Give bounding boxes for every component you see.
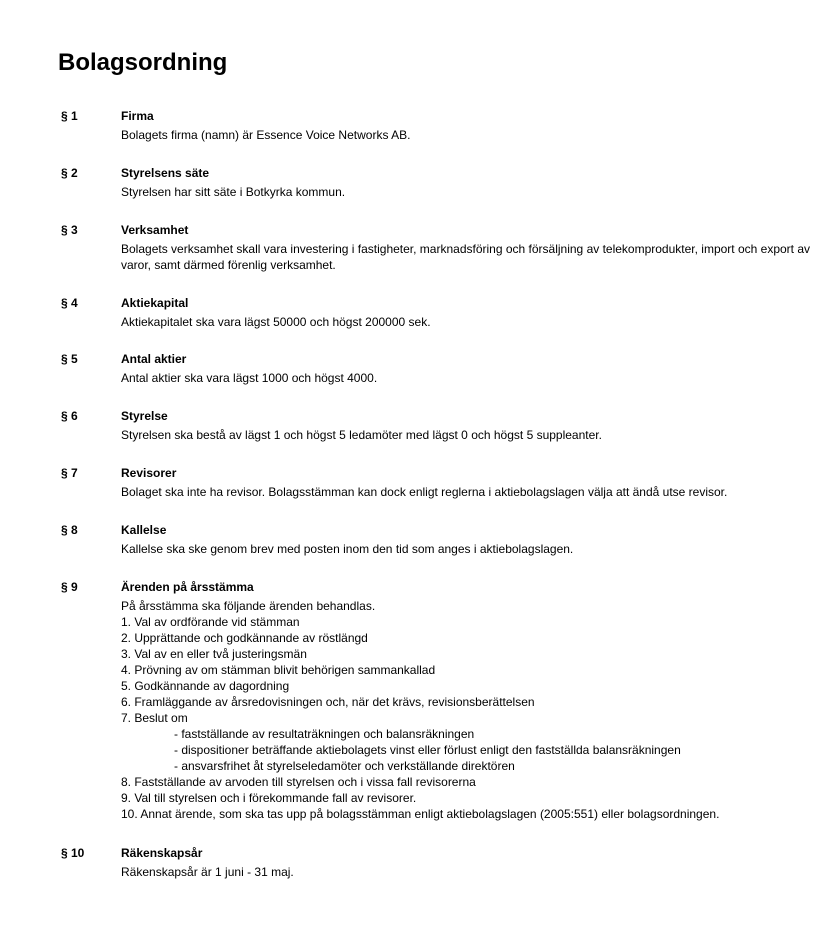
sub-list-item: - fastställande av resultaträkningen och balansräkningen: [174, 727, 475, 741]
sub-list-item: - dispositioner beträffande aktiebolagets vinst eller förlust enligt den fastställda balansräkningen: [174, 743, 681, 757]
section-text: Kallelse ska ske genom brev med posten inom den tid som anges i aktiebolagslagen.: [121, 542, 574, 556]
section-body: [121, 427, 813, 443]
section-body: [121, 484, 813, 500]
section-number: § 5: [61, 352, 78, 366]
list-item: 10. Annat ärende, som ska tas upp på bolagsstämman enligt aktiebolagslagen (2005:551) eller bolagsordningen.: [121, 807, 720, 821]
section-number: § 9: [61, 580, 78, 594]
section-heading: Räkenskapsår: [121, 846, 203, 860]
section-number: § 10: [61, 846, 85, 860]
section-heading: Verksamhet: [121, 223, 189, 237]
list-item: 4. Prövning av om stämman blivit behörigen sammankallad: [121, 663, 436, 677]
section-text: Bolagets verksamhet skall vara investering i fastigheter, marknadsföring och försäljning av telekomprodukter, import och export av varor, samt därmed förenlig verksamhet.: [121, 242, 811, 272]
section-heading: Antal aktier: [121, 352, 187, 366]
section-body: [121, 314, 813, 330]
section-number: § 3: [61, 223, 78, 237]
section-heading: Revisorer: [121, 466, 177, 480]
section-body: [121, 127, 813, 143]
section-text: Aktiekapitalet ska vara lägst 50000 och högst 200000 sek.: [121, 315, 431, 329]
section-heading: Styrelsens säte: [121, 166, 210, 180]
section-number: § 1: [61, 109, 78, 123]
section-number: § 2: [61, 166, 78, 180]
list-item: 6. Framläggande av årsredovisningen och, när det krävs, revisionsberättelsen: [121, 695, 535, 709]
section-text: Styrelsen har sitt säte i Botkyrka kommun.: [121, 185, 346, 199]
agenda-sublist: [121, 726, 813, 774]
list-item: 3. Val av en eller två justeringsmän: [121, 647, 307, 661]
section-body: [121, 541, 813, 557]
agenda-list: [121, 614, 813, 726]
list-item: 5. Godkännande av dagordning: [121, 679, 290, 693]
list-item: 9. Val till styrelsen och i förekommande fall av revisorer.: [121, 791, 417, 805]
section-heading: Styrelse: [121, 409, 168, 423]
list-item: 2. Upprättande och godkännande av röstlängd: [121, 631, 368, 645]
sub-list-item: - ansvarsfrihet åt styrelseledamöter och verkställande direktören: [174, 759, 515, 773]
section-number: § 6: [61, 409, 78, 423]
section-number: § 4: [61, 296, 78, 310]
section-heading: Aktiekapital: [121, 296, 189, 310]
section-heading: Kallelse: [121, 523, 167, 537]
section-text: Bolagets firma (namn) är Essence Voice Networks AB.: [121, 128, 411, 142]
section-text: Räkenskapsår är 1 juni - 31 maj.: [121, 865, 294, 879]
section-body: [121, 370, 813, 386]
section-heading: Ärenden på årsstämma: [121, 580, 254, 594]
agenda-list-continued: [121, 774, 813, 822]
section-text: Styrelsen ska bestå av lägst 1 och högst 5 ledamöter med lägst 0 och högst 5 suppleanter.: [121, 428, 602, 442]
document-title: Bolagsordning: [58, 49, 228, 76]
section-body: [121, 598, 813, 822]
section-body: [121, 241, 813, 273]
section-text: Antal aktier ska vara lägst 1000 och högst 4000.: [121, 371, 378, 385]
section-number: § 7: [61, 466, 78, 480]
list-item: 8. Fastställande av arvoden till styrelsen och i vissa fall revisorerna: [121, 775, 476, 789]
list-item: 7. Beslut om: [121, 711, 188, 725]
section-text: Bolaget ska inte ha revisor. Bolagsstämman kan dock enligt reglerna i aktiebolagslagen välja att ändå utse revisor.: [121, 485, 728, 499]
section-number: § 8: [61, 523, 78, 537]
section-body: [121, 864, 813, 880]
section-intro: På årsstämma ska följande ärenden behandlas.: [121, 599, 376, 613]
section-body: [121, 184, 813, 200]
list-item: 1. Val av ordförande vid stämman: [121, 615, 300, 629]
section-heading: Firma: [121, 109, 154, 123]
